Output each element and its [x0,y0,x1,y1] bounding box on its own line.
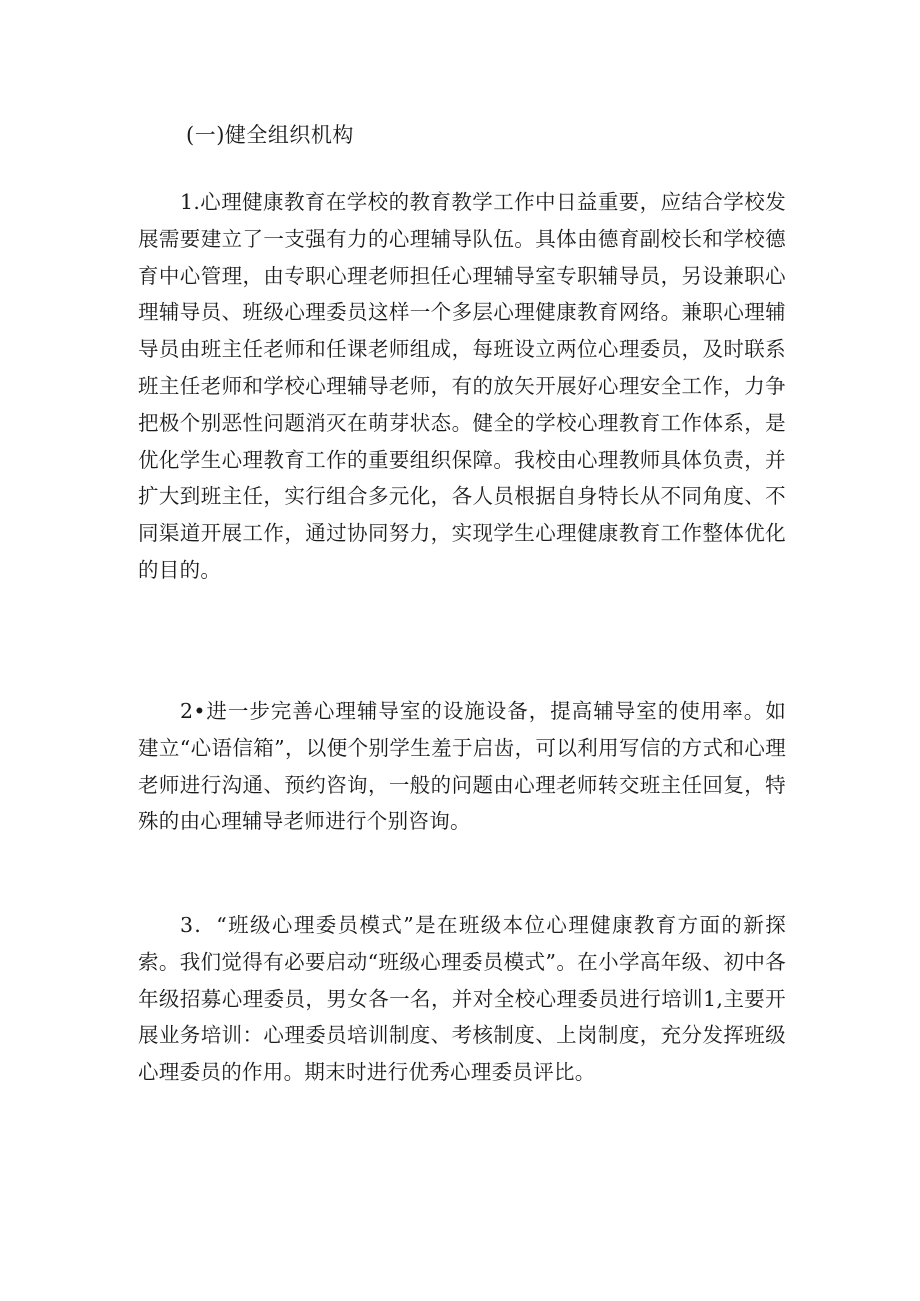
section-heading: (一)健全组织机构 [186,123,354,147]
paragraph-1: 1.心理健康教育在学校的教育教学工作中日益重要，应结合学校发展需要建立了一支强有力的心理辅导队伍。具体由德育副校长和学校德育中心管理，由专职心理老师担任心理辅导室专职辅导员，另设兼职心理辅导员、班级心理委员这样一个多层心理健康教育网络。兼职心理辅导员由班主任老师和任课老师组成，每班设立两位心理委员，及时联系班主任老师和学校心理辅导老师，有的放矢开展好心理安全工作，力争把极个别恶性问题消灭在萌芽状态。健全的学校心理教育工作体系，是优化学生心理教育工作的重要组织保障。我校由心理教师具体负责，并扩大到班主任，实行组合多元化，各人员根据自身特长从不同角度、不同渠道开展工作，通过协同努力，实现学生心理健康教育工作整体优化的目的。 [138,190,786,582]
paragraph-2: 2•进一步完善心理辅导室的设施设备，提高辅导室的使用率。如建立“心语信箱”，以便个别学生羞于启齿，可以利用写信的方式和心理老师进行沟通、预约咨询，一般的问题由心理老师转交班主任回复，特殊的由心理辅导老师进行个别咨询。 [138,699,786,834]
paragraph-3: 3．“班级心理委员模式”是在班级本位心理健康教育方面的新探索。我们觉得有必要启动“班级心理委员模式”。在小学高年级、初中各年级招募心理委员，男女各一名，并对全校心理委员进行培训1,主要开展业务培训：心理委员培训制度、考核制度、上岗制度，充分发挥班级心理委员的作用。期末时进行优秀心理委员评比。 [138,913,786,1085]
